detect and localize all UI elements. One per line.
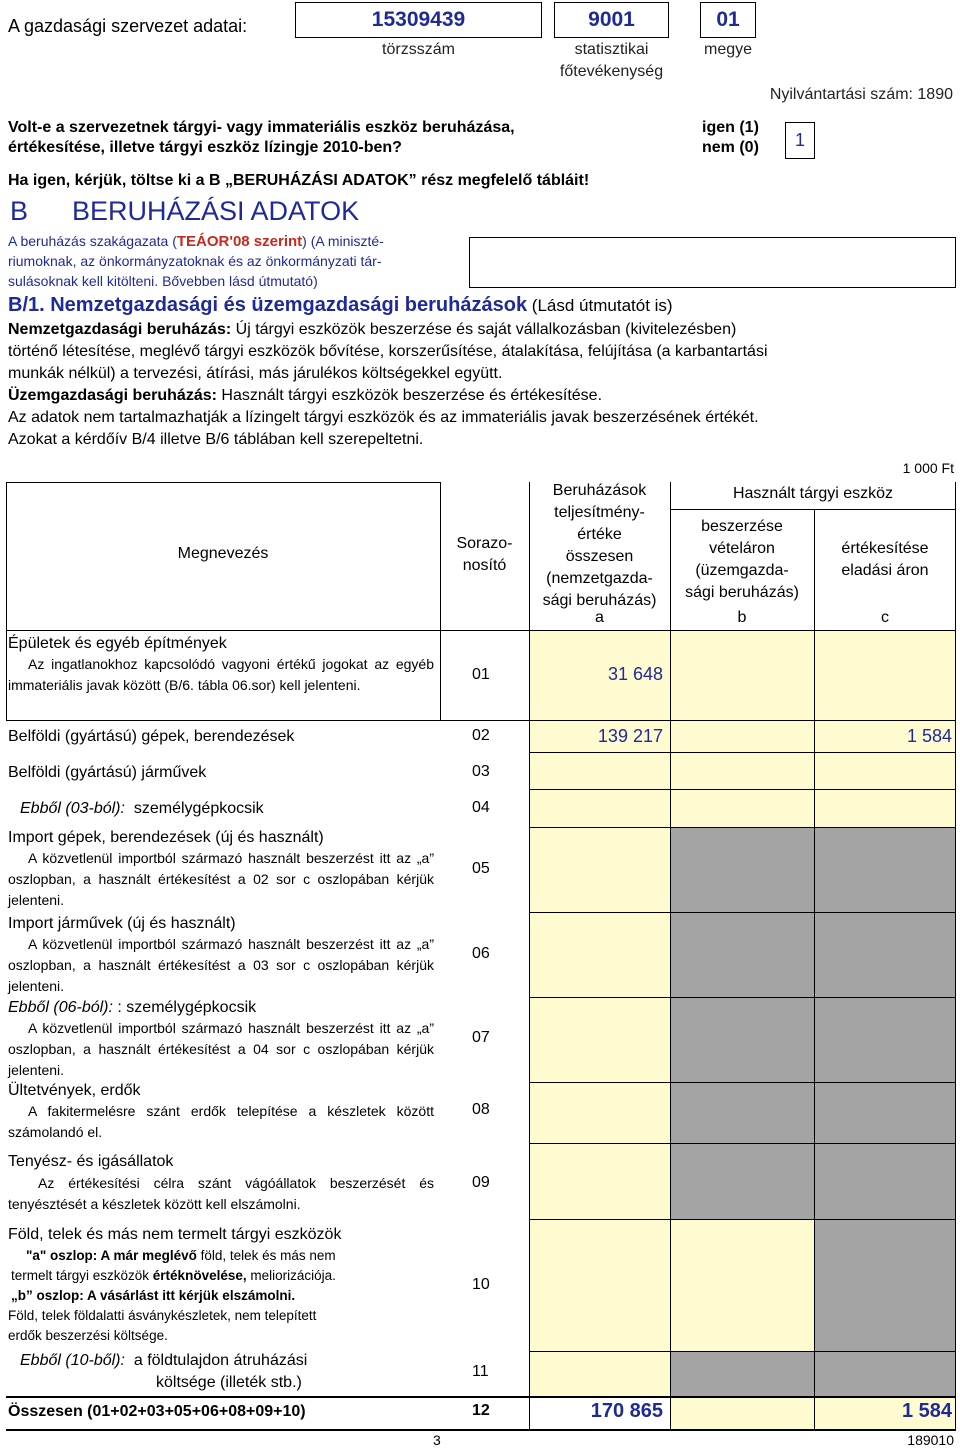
megye-box[interactable]: 01 <box>700 2 756 38</box>
b1-title-rest: (Lásd útmutatót is) <box>527 296 673 315</box>
row-12-a[interactable]: 170 865 <box>590 1400 663 1422</box>
col-c-header <box>814 538 956 582</box>
section-desc-1 <box>8 233 384 250</box>
row-06-title: Import járművek (új és használt) <box>8 915 236 932</box>
col-c-h1: eladási áron <box>841 562 929 579</box>
row-10-n4: Föld, telek földalatti ásványkészletek, nem telepített <box>8 1308 317 1323</box>
unit-label: 1 000 Ft <box>902 460 954 476</box>
stat-box[interactable]: 9001 <box>554 2 669 38</box>
row-05-note: A közvetlenül importból származó használt beszerzést itt az „a” oszlopban, a használt értékesítést a 02 sor c oszlopában kérjük jelenteni. <box>8 850 434 908</box>
row-10-code: 10 <box>472 1276 490 1293</box>
b1-title <box>8 294 673 317</box>
row-01-note: Az ingatlanokhoz kapcsolódó vagyoni értékű jogokat az egyéb immateriális javak között (B/6. tábla 06.sor) kell jelenteni. <box>8 656 434 693</box>
section-title: BERUHÁZÁSI ADATOK <box>72 196 360 226</box>
col-bc-disabled-11 <box>670 1351 956 1396</box>
letter-b: b <box>737 609 747 626</box>
row-12-c[interactable]: 1 584 <box>901 1400 952 1422</box>
form-code: 189010 <box>907 1432 954 1448</box>
row-11-title-2: költsége (illeték stb.) <box>156 1374 302 1391</box>
p3-b: Azokat a kérdőív B/4 illetve B/6 táblában kell szerepeltetni. <box>8 431 424 448</box>
used-assets-header: Használt tárgyi eszköz <box>732 485 894 502</box>
letter-a: a <box>595 609 604 626</box>
row-02-title: Belföldi (gyártású) gépek, berendezések <box>8 728 295 745</box>
row-07-text: személygépkocsik <box>126 999 257 1016</box>
org-label: A gazdasági szervezet adatai: <box>8 16 248 36</box>
row-03-code: 03 <box>472 763 490 780</box>
p1-bold: Nemzetgazdasági beruházás: <box>8 321 232 338</box>
torzsszam-box[interactable]: 15309439 <box>295 2 542 38</box>
col-bc-disabled <box>670 827 956 1219</box>
col-code-header-2: nosító <box>462 557 507 574</box>
col-a-h2: értéke <box>577 526 622 543</box>
section-desc-3: sulásoknak kell kitölteni. Bővebben lásd útmutató) <box>8 273 318 289</box>
p3-a: Az adatok nem tartalmazhatják a lízingelt tárgyi eszközök és az immateriális javak beszerzésének értékét. <box>8 409 759 426</box>
row-11-italic: Ebből (10-ből): <box>20 1352 125 1369</box>
row-10-n2c: meliorizációja. <box>246 1268 336 1283</box>
b1-title-bold: B/1. Nemzetgazdasági és üzemgazdasági beruházások <box>8 294 528 316</box>
col-a-h1: teljesítmény- <box>554 504 645 521</box>
stat-label-1: statisztikai <box>574 41 649 58</box>
row-10-n2b: értéknövelése, <box>152 1268 247 1283</box>
col-b-h1: vételáron <box>709 540 775 557</box>
p1-b: történő létesítése, meglévő tárgyi eszközök bővítése, korszerűsítése, átalakítása, felújítása (a karbantartási <box>8 343 768 360</box>
row-02-code: 02 <box>472 727 490 744</box>
row-07-italic: Ebből (06-ból): <box>8 999 113 1016</box>
row-10-n1b: föld, telek és más nem <box>196 1248 336 1263</box>
row-05-title: Import gépek, berendezések (új és használt) <box>8 829 324 846</box>
row-06-code: 06 <box>472 945 490 962</box>
row-09-note: Az értékesítési célra szánt vágóállatok beszerzését és tenyésztését a készletek között kell elszámolni. <box>8 1175 434 1212</box>
row-07-title: Ebből (06-ból): : személygépkocsik <box>8 999 257 1016</box>
row-01-code: 01 <box>472 666 490 683</box>
answer-box[interactable]: 1 <box>785 122 815 159</box>
p1-c: munkák nélkül) a tervezési, átírási, más járulékos költségekkel együtt. <box>8 365 503 382</box>
nem-label: nem (0) <box>702 139 759 156</box>
megye-label: megye <box>703 41 753 58</box>
row-04-text: személygépkocsik <box>133 800 264 817</box>
row-07-code: 07 <box>472 1029 490 1046</box>
row-02-a[interactable]: 139 217 <box>597 726 663 746</box>
row-07-note: A közvetlenül importból származó használt beszerzést itt az „a” oszlopban, a használt értékesítést a 04 sor c oszlopában kérjük jelenteni. <box>8 1020 434 1078</box>
col-c-disabled-10 <box>814 1219 956 1351</box>
row-08-code: 08 <box>472 1101 490 1118</box>
row-04-title <box>20 798 264 819</box>
col-a-h4: (nemzetgazda- <box>546 570 653 587</box>
row-08-title: Ültetvények, erdők <box>8 1082 141 1099</box>
torzsszam-label: törzsszám <box>382 41 455 58</box>
row-01-a[interactable]: 31 648 <box>607 664 663 684</box>
row-10-n3: „b” oszlop: A vásárlást itt kérjük elszámolni. <box>11 1288 296 1303</box>
col-code-header-1: Sorazo- <box>456 535 513 552</box>
question-line-2: értékesítése, illetve tárgyi eszköz lízingje 2010-ben? <box>8 139 402 156</box>
nyilvantartasi-szam: Nyilvántartási szám: 1890 <box>769 86 953 103</box>
col-a-h3: összesen <box>565 548 634 565</box>
col-a-header <box>529 480 670 612</box>
row-09-code: 09 <box>472 1174 490 1191</box>
col-a-h5: sági beruházás) <box>542 592 657 609</box>
col-b-fill-12 <box>670 1396 814 1429</box>
section-letter: B <box>10 196 29 226</box>
row-10-n1a: "a" oszlop: A már meglévő <box>26 1248 197 1263</box>
row-03-title: Belföldi (gyártású) járművek <box>8 764 207 781</box>
col-b-header <box>670 516 814 604</box>
col-c-h0: értékesítése <box>841 540 929 557</box>
instruction: Ha igen, kérjük, töltse ki a B „BERUHÁZÁSI ADATOK” rész megfelelő tábláit! <box>8 172 590 189</box>
teaor-label: TEÁOR'08 szerint <box>176 233 303 250</box>
col-a-h0: Beruházások <box>552 482 647 499</box>
row-11-text: a földtulajdon átruházási <box>133 1352 308 1369</box>
row-06-note: A közvetlenül importból származó használt beszerzést itt az „a” oszlopban, a használt értékesítést a 03 sor c oszlopában kérjük jelenteni. <box>8 936 434 994</box>
row-10-note <box>8 1246 434 1346</box>
row-08-note: A fakitermelésre szánt erdők telepítése a készletek között számolandó el. <box>8 1103 434 1140</box>
row-04-italic: Ebből (03-ból): <box>20 800 125 817</box>
row-04-code: 04 <box>472 799 490 816</box>
row-01-title: Épületek és egyéb építmények <box>8 635 227 652</box>
teaor-input[interactable] <box>469 237 956 288</box>
col-name-header: Megnevezés <box>177 545 269 562</box>
row-05-code: 05 <box>472 860 490 877</box>
p2-rest: Használt tárgyi eszközök beszerzése és értékesítése. <box>216 387 603 404</box>
row-11-title <box>20 1350 307 1371</box>
row-10-title: Föld, telek és más nem termelt tárgyi eszközök <box>8 1226 342 1243</box>
row-09-title: Tenyész- és igásállatok <box>8 1153 174 1170</box>
col-b-h2: (üzemgazda- <box>695 562 789 579</box>
section-desc-1a: A beruházás szakágazata ( <box>8 233 177 249</box>
letter-c: c <box>881 609 889 626</box>
p2-bold: Üzemgazdasági beruházás: <box>8 387 217 404</box>
row-11-code: 11 <box>472 1363 489 1380</box>
stat-label-2: főtevékenység <box>559 63 664 80</box>
row-02-c[interactable]: 1 584 <box>906 726 952 746</box>
section-desc-2: riumoknak, az önkormányzatoknak és az önkormányzati tár- <box>8 253 382 269</box>
row-10-n2a: termelt tárgyi eszközök <box>11 1268 153 1283</box>
col-b-fill-10 <box>670 1219 814 1351</box>
p1-a: Új tárgyi eszközök beszerzése és saját vállalkozásban (kivitelezésben) <box>231 321 737 338</box>
col-b-fill-1 <box>670 630 814 827</box>
page-number: 3 <box>433 1432 441 1448</box>
row-10-n5: erdők beszerzési költsége. <box>8 1328 168 1343</box>
question-line-1: Volt-e a szervezetnek tárgyi- vagy immateriális eszköz beruházása, <box>8 119 515 136</box>
section-desc-1c: ) (A miniszté- <box>302 233 384 249</box>
row-12-title: Összesen (01+02+03+05+06+08+09+10) <box>8 1403 306 1420</box>
igen-label: igen (1) <box>702 119 759 136</box>
b1-paragraph-1 <box>8 319 954 451</box>
col-b-h0: beszerzése <box>701 518 783 535</box>
row-12-code: 12 <box>472 1402 490 1419</box>
col-b-h3: sági beruházás) <box>685 584 799 601</box>
